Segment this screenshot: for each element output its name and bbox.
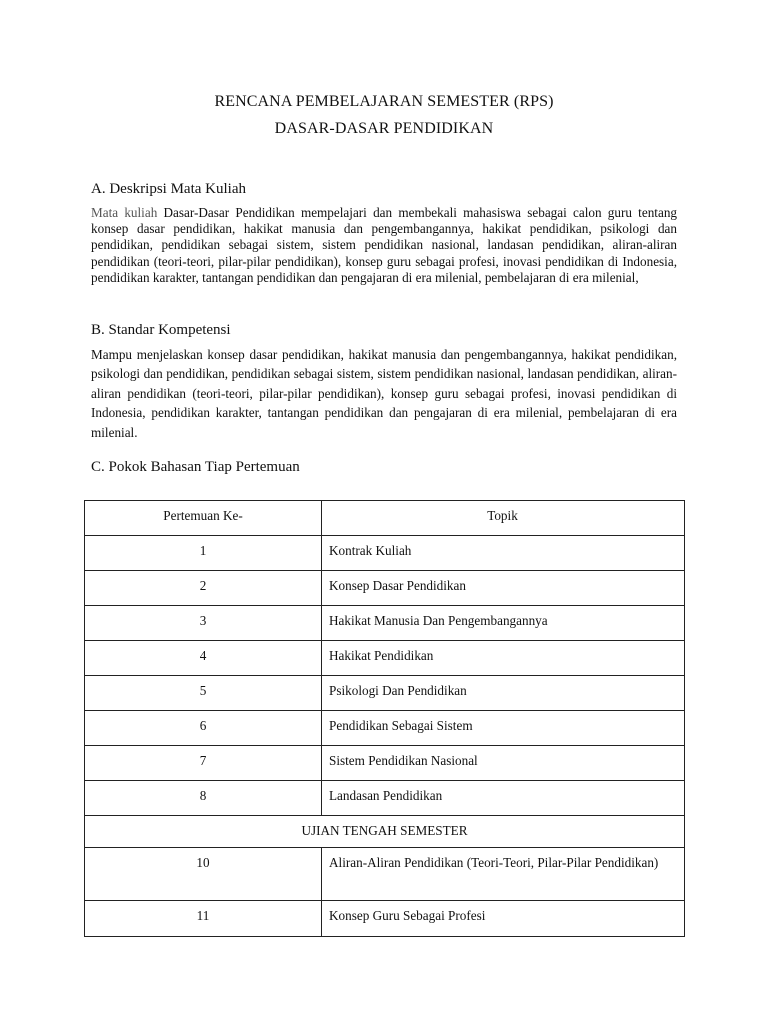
meeting-topic: Konsep Guru Sebagai Profesi xyxy=(322,901,685,937)
meeting-number: 7 xyxy=(85,746,322,781)
meeting-topic: Pendidikan Sebagai Sistem xyxy=(322,711,685,746)
meeting-number: 6 xyxy=(85,711,322,746)
table-row xyxy=(85,676,685,711)
meeting-topic: Landasan Pendidikan xyxy=(322,781,685,816)
midterm-row xyxy=(85,816,685,848)
table-row xyxy=(85,901,685,937)
meeting-number: 1 xyxy=(85,536,322,571)
meeting-number: 8 xyxy=(85,781,322,816)
meeting-number: 4 xyxy=(85,641,322,676)
table-row xyxy=(85,536,685,571)
table-row xyxy=(85,711,685,746)
table-row xyxy=(85,571,685,606)
header-meeting: Pertemuan Ke- xyxy=(85,501,322,536)
section-c-heading: C. Pokok Bahasan Tiap Pertemuan xyxy=(91,459,300,475)
section-a-body: Dasar-Dasar Pendidikan mempelajari dan membekali mahasiswa sebagai calon guru tentang konsep dasar pendidikan, hakikat manusia dan pengembangannya, hakikat pendidikan, psikologi dan pendidikan, pendidikan sebagai sistem, sistem pendidikan nasional, landasan pendidikan, aliran-aliran pendidikan (teori-teori, pilar-pilar pendidikan), konsep guru sebagai profesi, inovasi pendidikan di Indonesia, pendidikan karakter, tantangan pendidikan dan pengajaran di era milenial, pembelajaran di era milenial, xyxy=(91,205,678,285)
meeting-number: 2 xyxy=(85,571,322,606)
topics-table xyxy=(84,500,685,937)
meeting-number: 5 xyxy=(85,676,322,711)
meeting-topic: Sistem Pendidikan Nasional xyxy=(322,746,685,781)
midterm-label: UJIAN TENGAH SEMESTER xyxy=(85,816,685,848)
section-b-paragraph: Mampu menjelaskan konsep dasar pendidikan, hakikat manusia dan pengembangannya, hakikat pendidikan, psikologi dan pendidikan, pendidikan sebagai sistem, sistem pendidikan nasional, landasan pendidikan, aliran-aliran pendidikan (teori-teori, pilar-pilar pendidikan), konsep guru sebagai profesi, inovasi pendidikan di Indonesia, pendidikan karakter, tantangan pendidikan dan pengajaran di era milenial, pembelajaran di era milenial. xyxy=(91,347,677,440)
meeting-topic: Hakikat Manusia Dan Pengembangannya xyxy=(322,606,685,641)
document-subtitle: DASAR-DASAR PENDIDIKAN xyxy=(274,120,494,137)
meeting-number: 3 xyxy=(85,606,322,641)
meeting-topic: Psikologi Dan Pendidikan xyxy=(322,676,685,711)
table-row xyxy=(85,641,685,676)
meeting-topic: Hakikat Pendidikan xyxy=(322,641,685,676)
header-topic: Topik xyxy=(322,501,685,536)
table-row xyxy=(85,781,685,816)
table-row xyxy=(85,606,685,641)
table-header-row xyxy=(85,501,685,536)
section-b-heading: B. Standar Kompetensi xyxy=(91,322,231,338)
meeting-topic: Aliran-Aliran Pendidikan (Teori-Teori, Pilar-Pilar Pendidikan) xyxy=(322,848,685,901)
section-a-heading: A. Deskripsi Mata Kuliah xyxy=(91,181,246,197)
section-a-paragraph xyxy=(91,205,677,286)
document-title: RENCANA PEMBELAJARAN SEMESTER (RPS) xyxy=(214,93,554,110)
table-row xyxy=(85,746,685,781)
table-row xyxy=(85,848,685,901)
meeting-number: 11 xyxy=(85,901,322,937)
meeting-topic: Konsep Dasar Pendidikan xyxy=(322,571,685,606)
section-a-lead: Mata kuliah xyxy=(91,205,158,220)
meeting-number: 10 xyxy=(85,848,322,901)
meeting-topic: Kontrak Kuliah xyxy=(322,536,685,571)
